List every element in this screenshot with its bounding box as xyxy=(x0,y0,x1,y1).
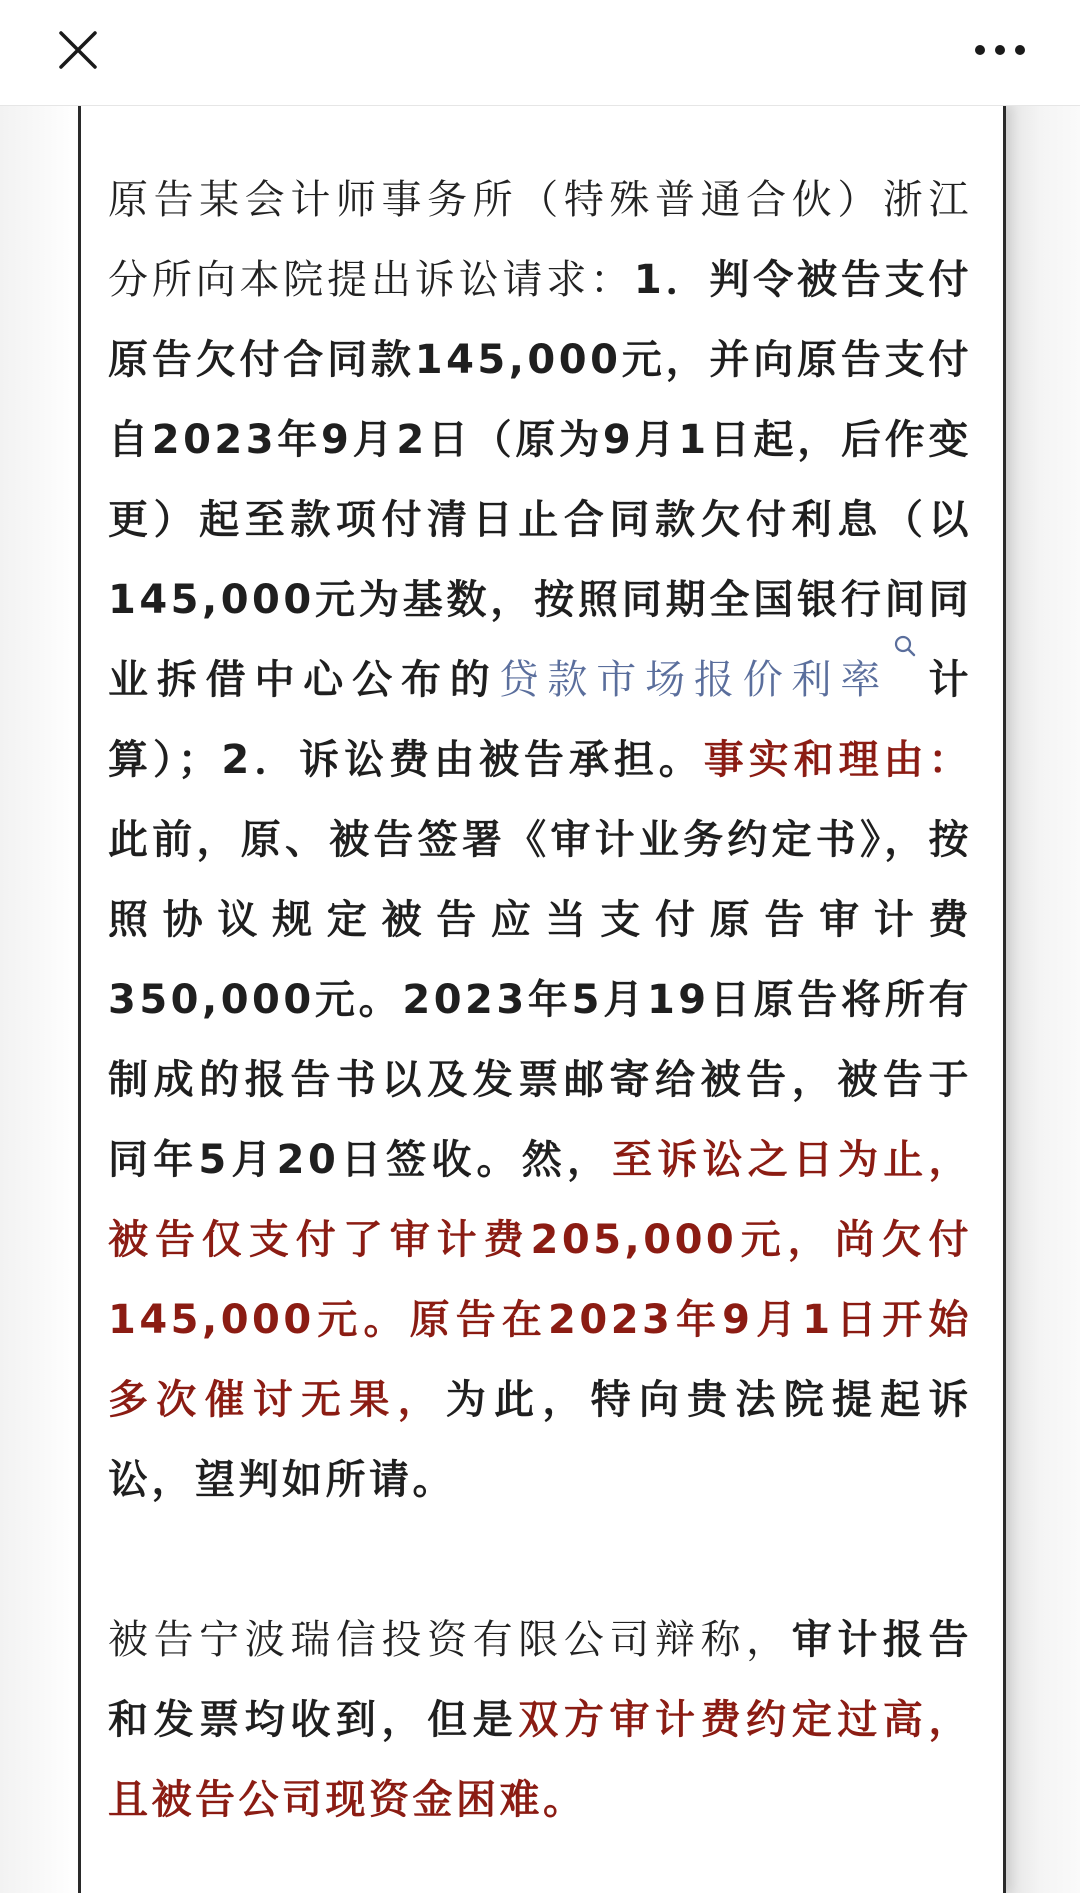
facts-body: 此前，原、被告签署《审计业务约定书》，按照协议规定被告应当支付原告审计费350,000元。2023年5月19日原告将所有制成的报告书以及发票邮寄给被告，被告于同年5月20日签收。然， xyxy=(108,817,972,1183)
plaintiff-claim-paragraph xyxy=(108,160,972,1520)
more-options-button[interactable] xyxy=(960,20,1040,80)
more-horizontal-icon xyxy=(974,44,1026,56)
claim-requests-end: 计算）；2．诉讼费由被告承担。 xyxy=(108,657,973,783)
defendant-intro: 被告宁波瑞信投资有限公司辩称， xyxy=(108,1617,792,1663)
defendant-argument: 双方审计费约定过高，且被告公司现资金困难。 xyxy=(108,1697,972,1823)
facts-conclusion: 为此，特向贵法院提起诉讼，望判如所请。 xyxy=(108,1377,973,1503)
article-content xyxy=(108,160,972,1840)
lpr-link[interactable]: 贷款市场报价利率 xyxy=(498,657,890,703)
defendant-paragraph xyxy=(108,1600,972,1840)
facts-heading: 事实和理由： xyxy=(703,737,972,783)
search-icon[interactable] xyxy=(893,634,917,658)
defendant-admission: 审计报告和发票均收到，但是 xyxy=(108,1617,972,1743)
close-icon xyxy=(58,30,98,70)
claim-requests: 1．判令被告支付原告欠付合同款145,000元，并向原告支付自2023年9月2日（原为9月1日起，后作变更）起至款项付清日止合同款欠付利息（以145,000元为基数，按照同期全国银行间同业拆借中心公布的 xyxy=(108,257,972,703)
top-bar xyxy=(0,0,1080,106)
claim-intro: 原告某会计师事务所（特殊普通合伙）浙江分所向本院提出诉讼请求： xyxy=(108,177,972,303)
close-button[interactable] xyxy=(48,20,108,80)
facts-highlight: 至诉讼之日为止，被告仅支付了审计费205,000元，尚欠付145,000元。原告在2023年9月1日开始多次催讨无果， xyxy=(108,1137,973,1423)
